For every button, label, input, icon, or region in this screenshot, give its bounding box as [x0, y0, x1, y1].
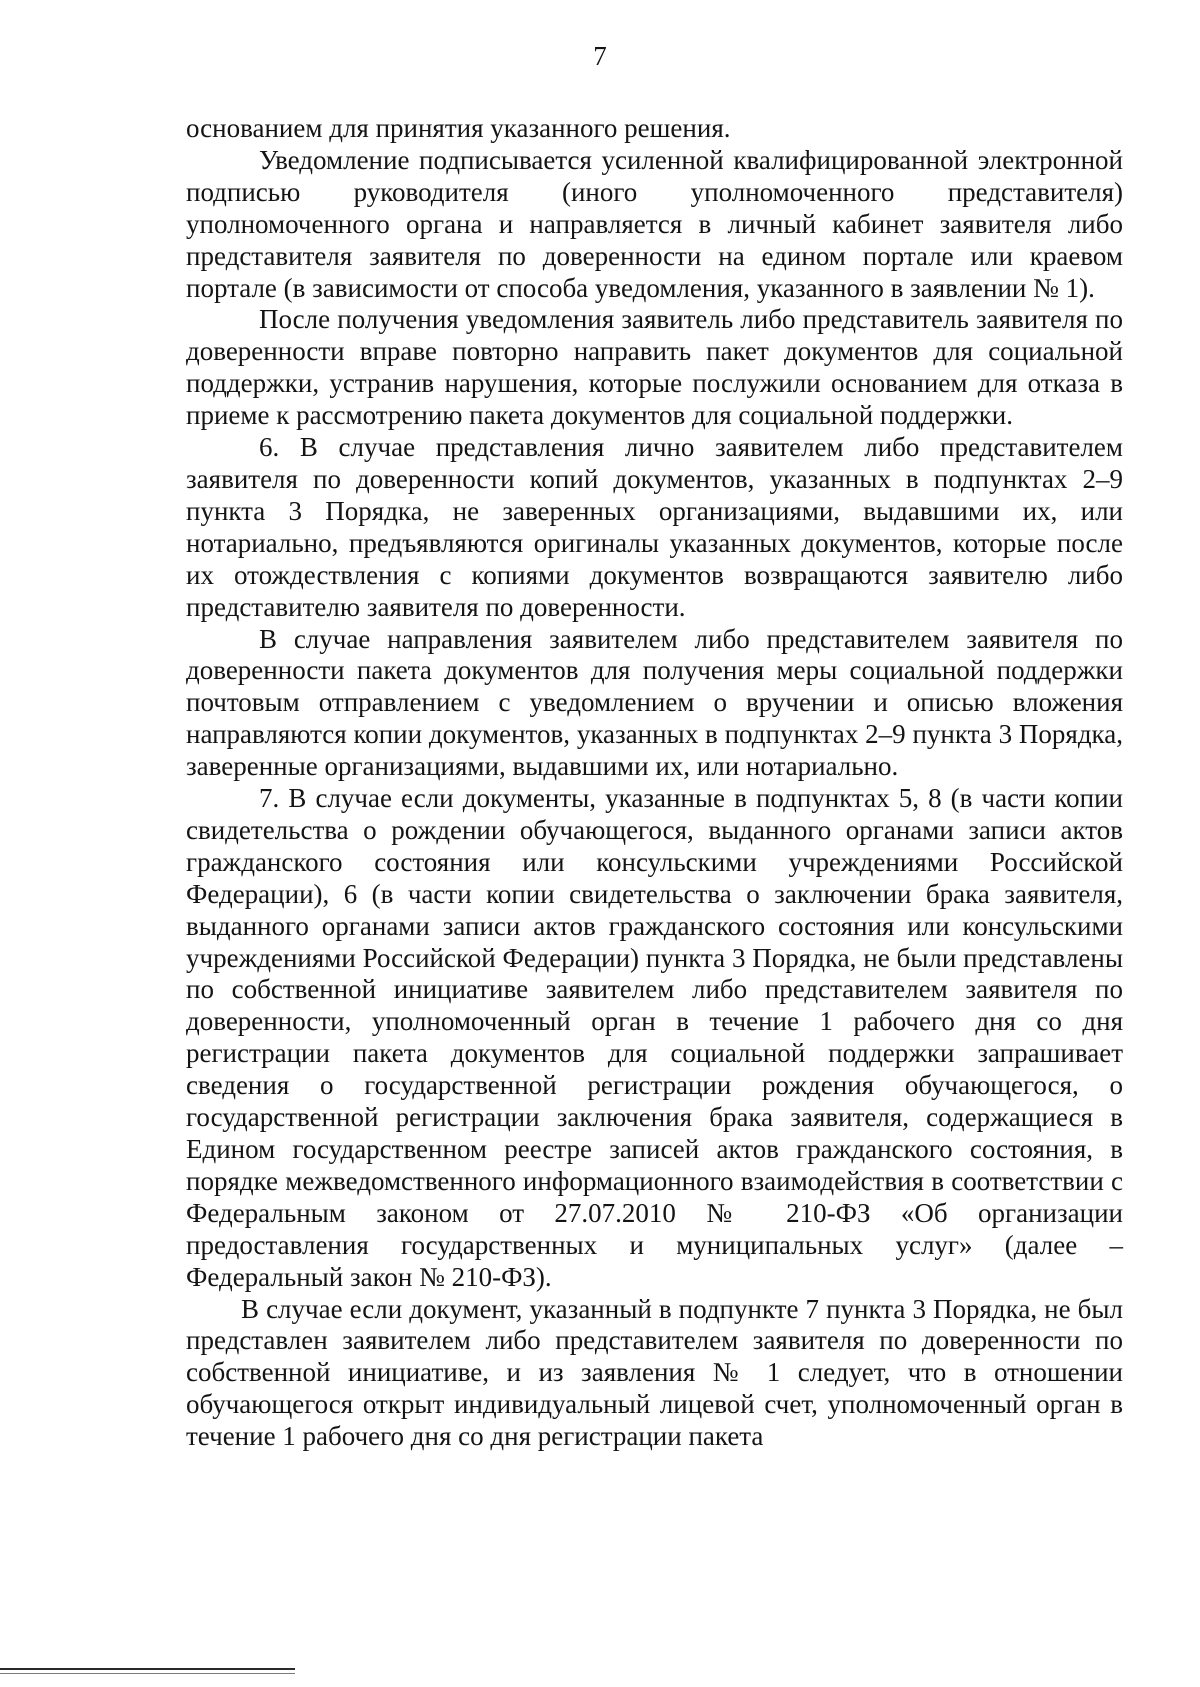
- paragraph-continuation: основанием для принятия указанного решения.: [186, 113, 731, 143]
- document-body: [186, 113, 1123, 1453]
- paragraph-notification-signature: Уведомление подписывается усиленной квалифицированной электронной подписью руководителя (иного уполномоченного представителя) уполномоченного органа и направляется в личный кабинет заявителя либо представителя заявителя по доверенности на едином портале или краевом портале (в зависимости от способа уведомления, указанного в заявлении № 1).: [186, 144, 1123, 303]
- paragraph-personal-account: В случае если документ, указанный в подпункте 7 пункта 3 Порядка, не был представлен заявителем либо представителем заявителя по доверенности по собственной инициативе, и из заявления № 1 следует, что в отношении обучающегося открыт индивидуальный лицевой счет, уполномоченный орган в течение 1 рабочего дня со дня регистрации пакета: [186, 1293, 1123, 1452]
- paragraph-item-7: 7. В случае если документы, указанные в подпунктах 5, 8 (в части копии свидетельства о рождении обучающегося, выданного органами записи актов гражданского состояния или консульскими учреждениями Российской Федерации), 6 (в части копии свидетельства о заключении брака заявителя, выданного органами записи актов гражданского состояния или консульскими учреждениями Российской Федерации) пункта 3 Порядка, не были представлены по собственной инициативе заявителем либо представителем заявителя по доверенности, уполномоченный орган в течение 1 рабочего дня со дня регистрации пакета документов для социальной поддержки запрашивает сведения о государственной регистрации рождения обучающегося, о государственной регистрации заключения брака заявителя, содержащиеся в Едином государственном реестре записей актов гражданского состояния, в порядке межведомственного информационного взаимодействия в соответствии с Федеральным законом от 27.07.2010 № 210-ФЗ «Об организации предоставления государственных и муниципальных услуг» (далее – Федеральный закон № 210-ФЗ).: [186, 783, 1123, 1292]
- page-number: 7: [593, 41, 607, 71]
- footer-rule: [0, 1668, 295, 1670]
- paragraph-postal-submission: В случае направления заявителем либо представителем заявителя по доверенности пакета документов для получения меры социальной поддержки почтовым отправлением с уведомлением о вручении и описью вложения направляются копии документов, указанных в подпунктах 2–9 пункта 3 Порядка, заверенные организациями, выдавшими их, или нотариально.: [186, 623, 1123, 782]
- paragraph-item-6: 6. В случае представления лично заявителем либо представителем заявителя по доверенности копий документов, указанных в подпунктах 2–9 пункта 3 Порядка, не заверенных организациями, выдавшими их, или нотариально, предъявляются оригиналы указанных документов, которые после их отождествления с копиями документов возвращаются заявителю либо представителю заявителя по доверенности.: [186, 432, 1123, 622]
- paragraph-resubmission: После получения уведомления заявитель либо представитель заявителя по доверенности вправе повторно направить пакет документов для социальной поддержки, устранив нарушения, которые послужили основанием для отказа в приеме к рассмотрению пакета документов для социальной поддержки.: [186, 304, 1123, 431]
- footer-rule-shadow: [0, 1673, 295, 1674]
